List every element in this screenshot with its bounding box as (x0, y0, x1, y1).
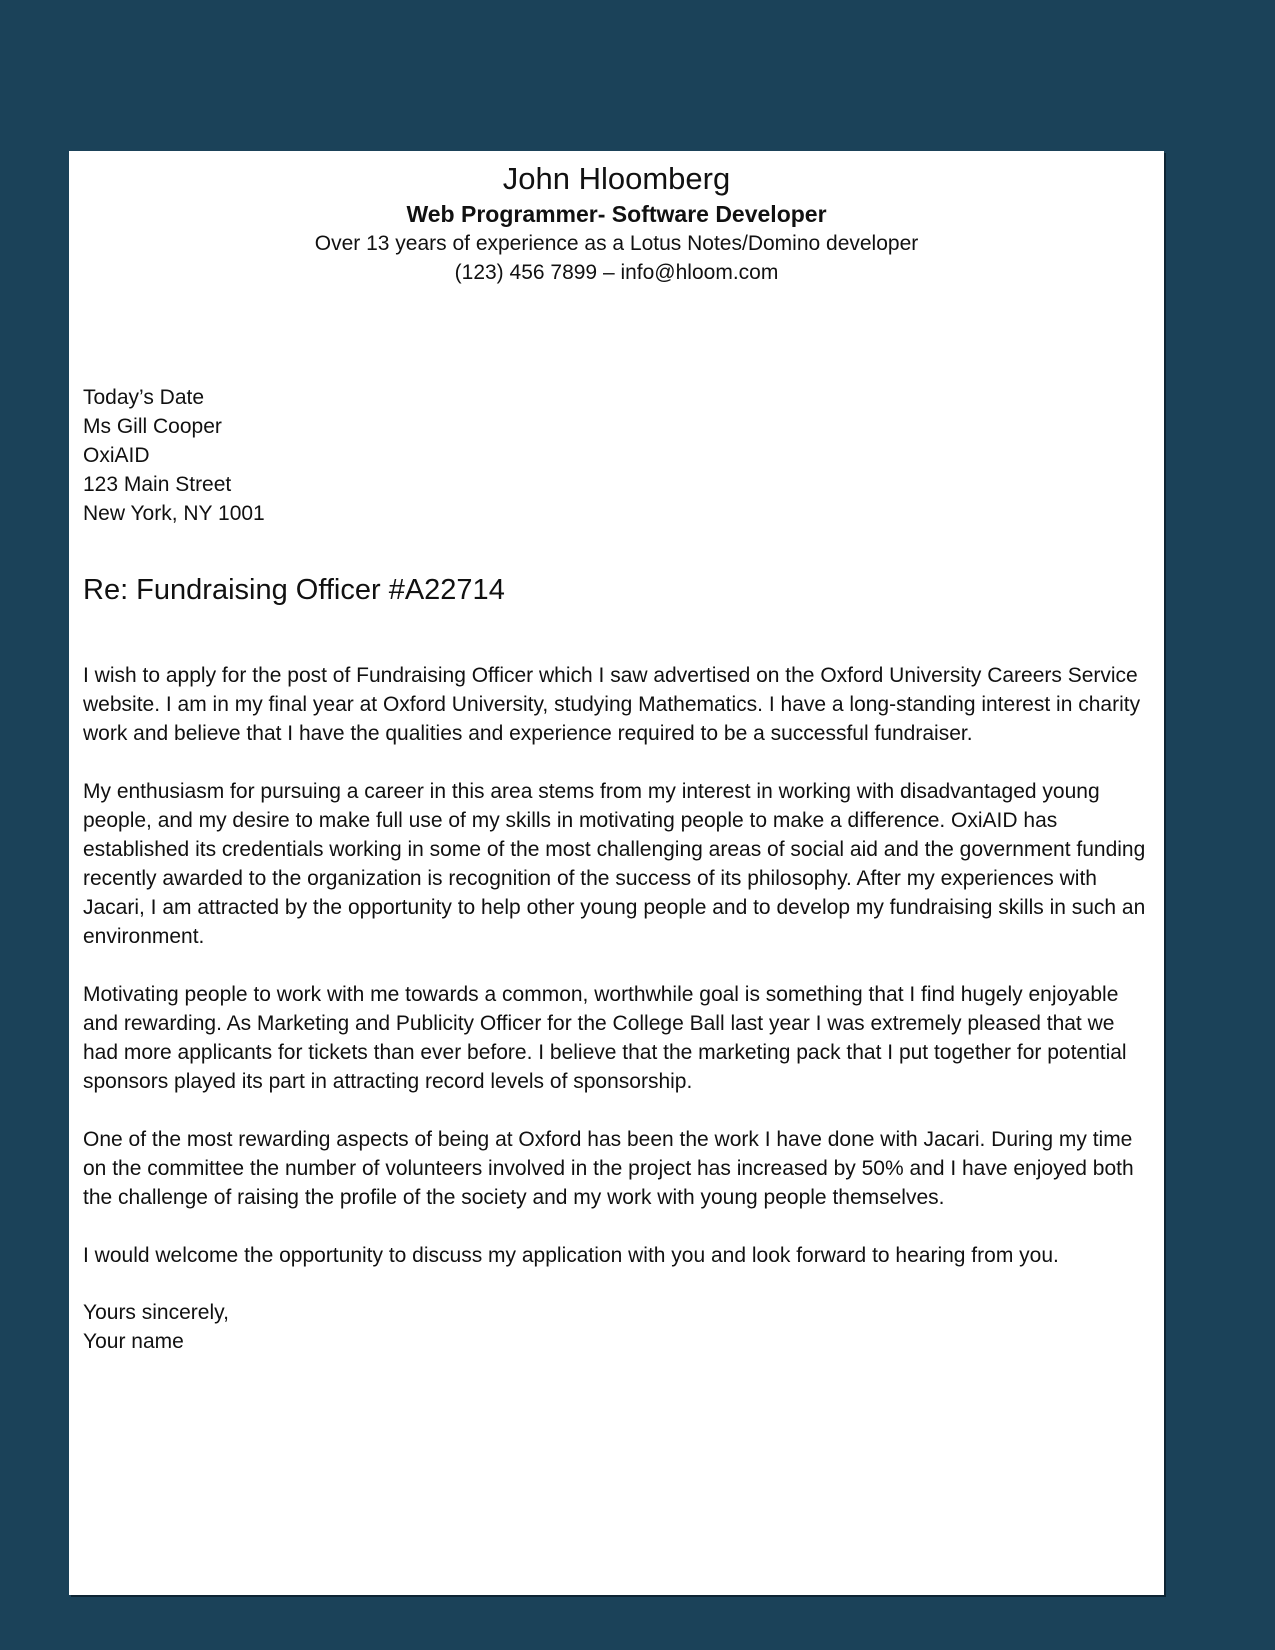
letter-closing (83, 1298, 1150, 1356)
recipient-name: Ms Gill Cooper (83, 415, 222, 438)
sender-name: John Hloomberg (502, 161, 731, 196)
closing-salutation: Yours sincerely, (83, 1301, 229, 1324)
letter-page (69, 151, 1164, 1595)
closing-signature: Your name (83, 1330, 184, 1353)
recipient-street: 123 Main Street (83, 473, 232, 496)
recipient-company: OxiAID (83, 444, 150, 467)
letter-body (83, 661, 1150, 1270)
body-paragraph: One of the most rewarding aspects of being at Oxford has been the work I have done with Jacari. During my time on the committee the number of volunteers involved in the project has increased by 50% and I have enjoyed both the challenge of raising the profile of the society and my work with young people themselves. (83, 1128, 1134, 1209)
recipient-block (83, 383, 1150, 528)
letter-subject: Re: Fundraising Officer #A22714 (83, 574, 505, 606)
letter-header (69, 161, 1164, 287)
sender-role: Web Programmer- Software Developer (406, 201, 827, 227)
letter-date: Today’s Date (83, 386, 205, 409)
body-paragraph: My enthusiasm for pursuing a career in this area stems from my interest in working with disadvantaged young people, and my desire to make full use of my skills in motivating people to make a difference. OxiAID has established its credentials working in some of the most challenging areas of social aid and the government funding recently awarded to the organization is recognition of the success of its philosophy. After my experiences with Jacari, I am attracted by the opportunity to help other young people and to develop my fundraising skills in such an environment. (83, 780, 1146, 948)
body-paragraph: I would welcome the opportunity to discuss my application with you and look forward to hearing from you. (83, 1244, 1059, 1267)
body-paragraph: Motivating people to work with me towards a common, worthwhile goal is something that I find hugely enjoyable and rewarding. As Marketing and Publicity Officer for the College Ball last year I was extremely pleased that we had more applicants for tickets than ever before. I believe that the marketing pack that I put together for potential sponsors played its part in attracting record levels of sponsorship. (83, 983, 1127, 1093)
body-paragraph: I wish to apply for the post of Fundraising Officer which I saw advertised on the Oxford University Careers Service website. I am in my final year at Oxford University, studying Mathematics. I have a long-standing interest in charity work and believe that I have the qualities and experience required to be a successful fundraiser. (83, 664, 1141, 745)
sender-summary: Over 13 years of experience as a Lotus Notes/Domino developer (314, 232, 919, 255)
sender-contact: (123) 456 7899 – info@hloom.com (454, 261, 779, 284)
recipient-city: New York, NY 1001 (83, 502, 265, 525)
